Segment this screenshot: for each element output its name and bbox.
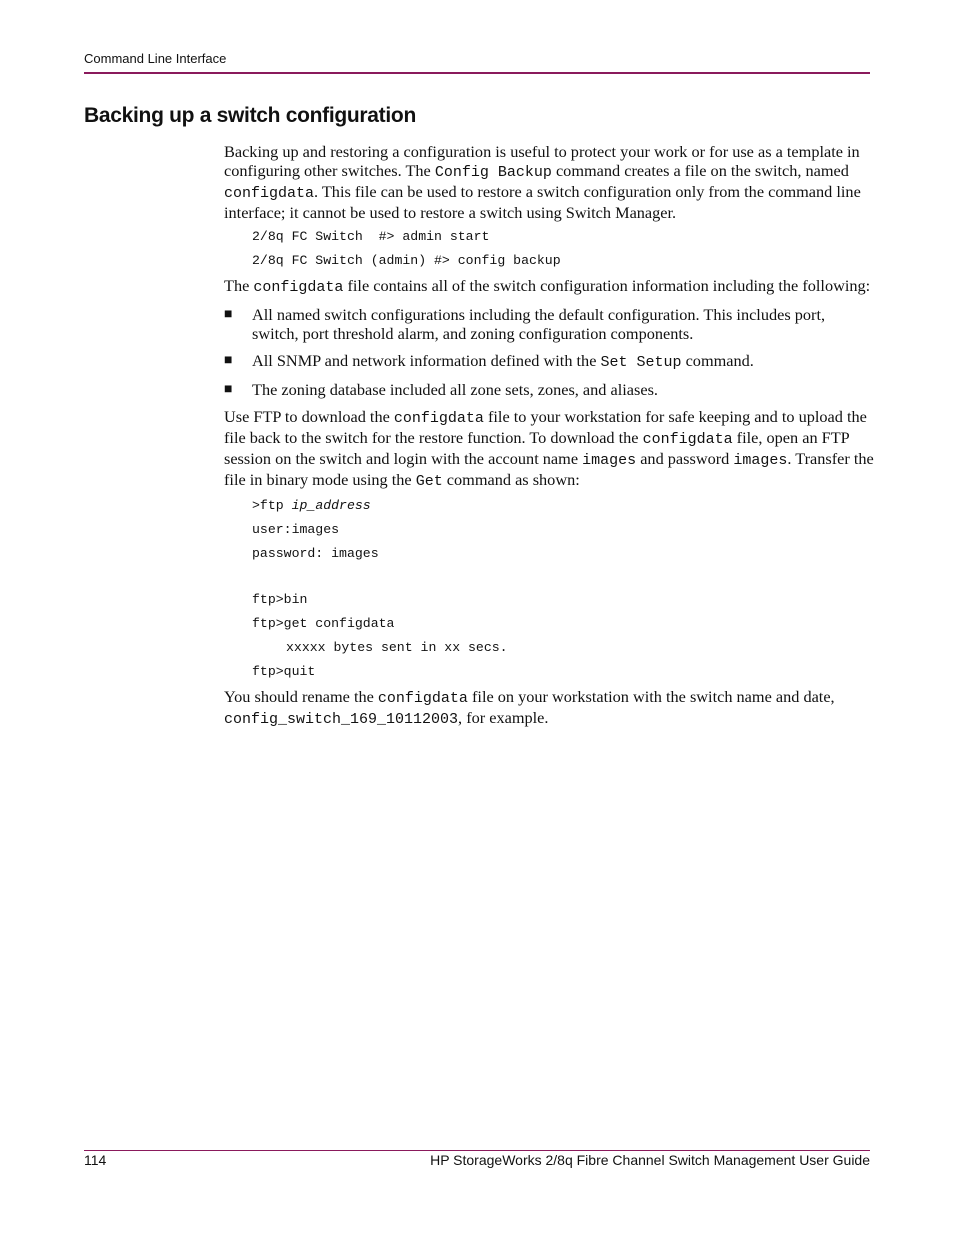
file-name: configdata (642, 431, 733, 448)
list-item-text: command. (681, 351, 754, 370)
contents-paragraph (224, 276, 874, 297)
page-number: 114 (84, 1152, 107, 1168)
text: . This file can be used to restore a switch configuration only from the command line interface; it cannot be used to restore a switch using Switch Manager. (224, 182, 861, 222)
command-name: Config Backup (434, 164, 552, 181)
text: You should rename the (224, 687, 378, 706)
text: , for example. (458, 708, 549, 727)
file-name: configdata (224, 185, 315, 202)
text: The (224, 276, 254, 295)
list-item-text: The zoning database included all zone sets, zones, and aliases. (252, 380, 658, 399)
file-name: config_switch_169_10112003 (224, 711, 459, 728)
text: file to your workstation for safe keeping and to upload the file back to the switch for the restore function. To download the (224, 407, 867, 447)
text: Backing up and restoring a configuration is useful to protect your work or for use as a template in configuring other switches. The (224, 142, 860, 180)
header-rule (84, 72, 870, 74)
text: file, open an FTP session on the switch and login with the account name (224, 428, 850, 468)
list-item (224, 380, 874, 399)
code-line: xxxxx bytes sent in xx secs. (286, 640, 508, 655)
account-name: images (582, 452, 637, 469)
document-title: HP StorageWorks 2/8q Fibre Channel Switch Management User Guide (430, 1152, 870, 1168)
list-item (224, 351, 874, 372)
section-title: Backing up a switch configuration (84, 104, 416, 127)
code-line: ftp>bin (252, 592, 308, 607)
command-name: Get (415, 473, 443, 490)
code-line: user:images (252, 522, 340, 537)
text: command creates a file on the switch, named (551, 161, 849, 180)
list-item-text: All SNMP and network information defined with the (252, 351, 601, 370)
section-body (224, 142, 874, 729)
code-line: 2/8q FC Switch (admin) #> config backup (252, 253, 561, 268)
text: file on your workstation with the switch name and date, (467, 687, 835, 706)
code-line: 2/8q FC Switch #> admin start (252, 229, 490, 244)
text: Use FTP to download the (224, 407, 394, 426)
footer-rule (84, 1150, 870, 1151)
bullet-icon: ■ (224, 353, 233, 368)
running-header: Command Line Interface (84, 51, 227, 66)
code-line: ftp>quit (252, 664, 316, 679)
text: . Transfer the file in binary mode using the (224, 449, 874, 489)
file-name: configdata (393, 410, 484, 427)
code-line (224, 498, 874, 514)
text: command as shown: (442, 470, 580, 489)
list-item (224, 305, 874, 343)
ftp-paragraph (224, 407, 874, 491)
password-value: images (733, 452, 788, 469)
file-name: configdata (253, 279, 344, 296)
intro-paragraph (224, 142, 874, 222)
code-text: >ftp (252, 498, 292, 513)
text: file contains all of the switch configuration information including the following: (343, 276, 871, 295)
code-argument: ip_address (291, 498, 371, 513)
list-item-text: All named switch configurations including the default configuration. This includes port, switch, port threshold alarm, and zoning configuration components. (252, 305, 826, 343)
code-block-backup (224, 229, 874, 269)
bullet-icon: ■ (224, 307, 233, 322)
code-line: password: images (252, 546, 379, 561)
bullet-icon: ■ (224, 382, 233, 397)
text: and password (636, 449, 734, 468)
code-line: ftp>get configdata (252, 616, 395, 631)
file-name: configdata (377, 690, 468, 707)
command-name: Set Setup (600, 354, 682, 371)
rename-paragraph (224, 687, 874, 729)
code-block-ftp (224, 498, 874, 680)
